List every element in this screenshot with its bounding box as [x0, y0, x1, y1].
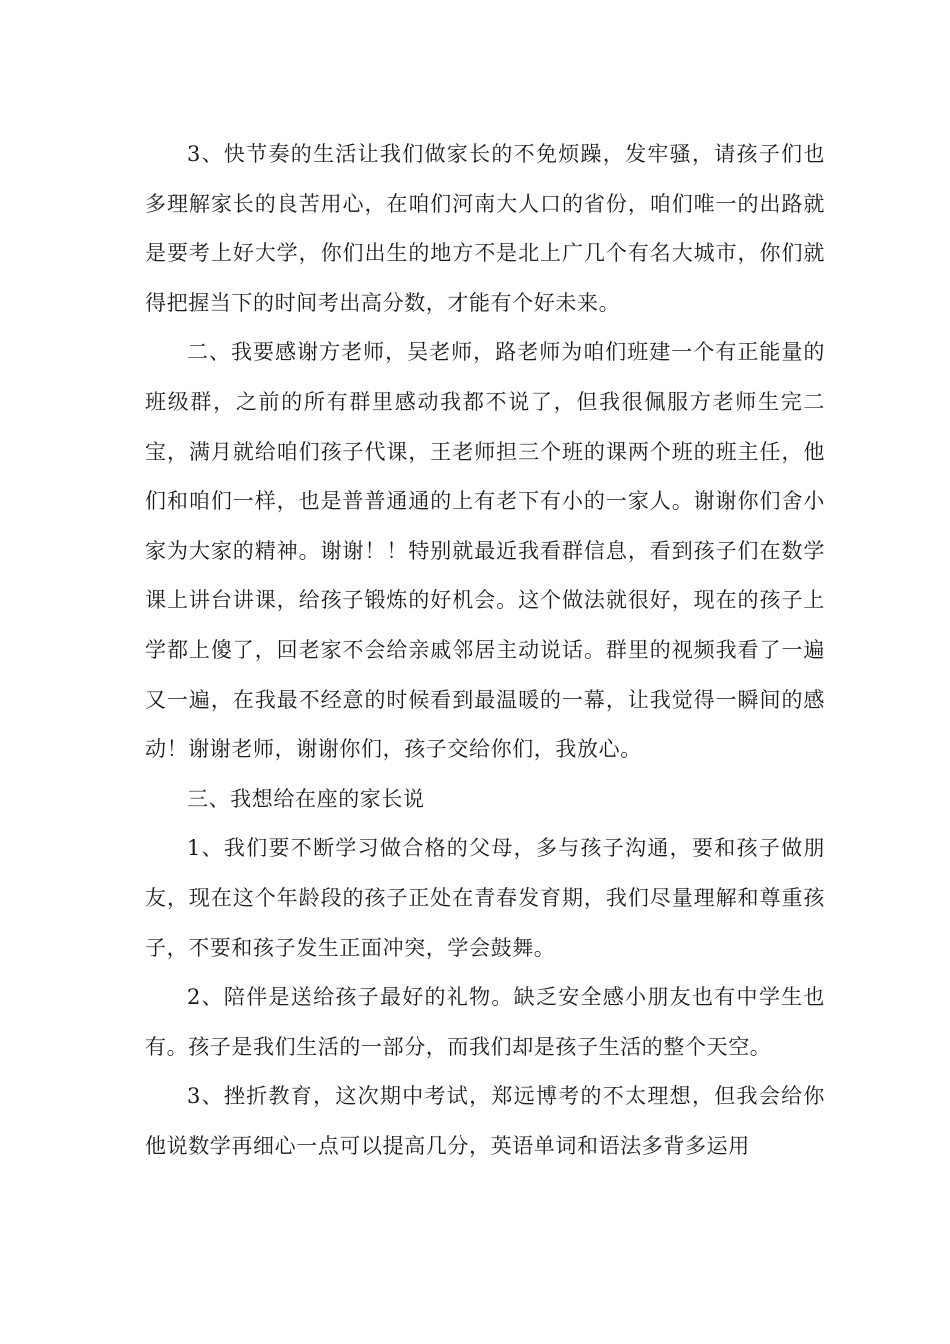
paragraph-frustration-education: 3、挫折教育，这次期中考试，郑远博考的不太理想，但我会给你他说数学再细心一点可以提高几分，英语单词和语法多背多运用: [145, 1084, 825, 1158]
paragraph-companionship: 2、陪伴是送给孩子最好的礼物。缺乏安全感小朋友也有中学生也有。孩子是我们生活的一部分，而我们却是孩子生活的整个天空。: [145, 985, 825, 1059]
paragraph-learn-to-be-parents: 1、我们要不断学习做合格的父母，多与孩子沟通，要和孩子做朋友，现在这个年龄段的孩子正处在青春发育期，我们尽量理解和尊重孩子，不要和孩子发生正面冲突，学会鼓舞。: [145, 836, 825, 960]
paragraph-fast-pace-life: 3、快节奏的生活让我们做家长的不免烦躁，发牢骚，请孩子们也多理解家长的良苦用心，在咱们河南大人口的省份，咱们唯一的出路就是要考上好大学，你们出生的地方不是北上广几个有名大城市，你们就得把握当下的时间考出高分数，才能有个好未来。: [145, 142, 825, 315]
section-heading-to-parents: 三、我想给在座的家长说: [187, 786, 425, 811]
document-body: [145, 130, 825, 1171]
paragraph-thank-teachers: 二、我要感谢方老师，吴老师，路老师为咱们班建一个有正能量的班级群，之前的所有群里感动我都不说了，但我很佩服方老师生完二宝，满月就给咱们孩子代课，王老师担三个班的课两个班的班主任，他们和咱们一样，也是普普通通的上有老下有小的一家人。谢谢你们舍小家为大家的精神。谢谢！！特别就最近我看群信息，看到孩子们在数学课上讲台讲课，给孩子锻炼的好机会。这个做法就很好，现在的孩子上学都上傻了，回老家不会给亲戚邻居主动说话。群里的视频我看了一遍又一遍，在我最不经意的时候看到最温暖的一幕，让我觉得一瞬间的感动！谢谢老师，谢谢你们，孩子交给你们，我放心。: [145, 340, 825, 762]
